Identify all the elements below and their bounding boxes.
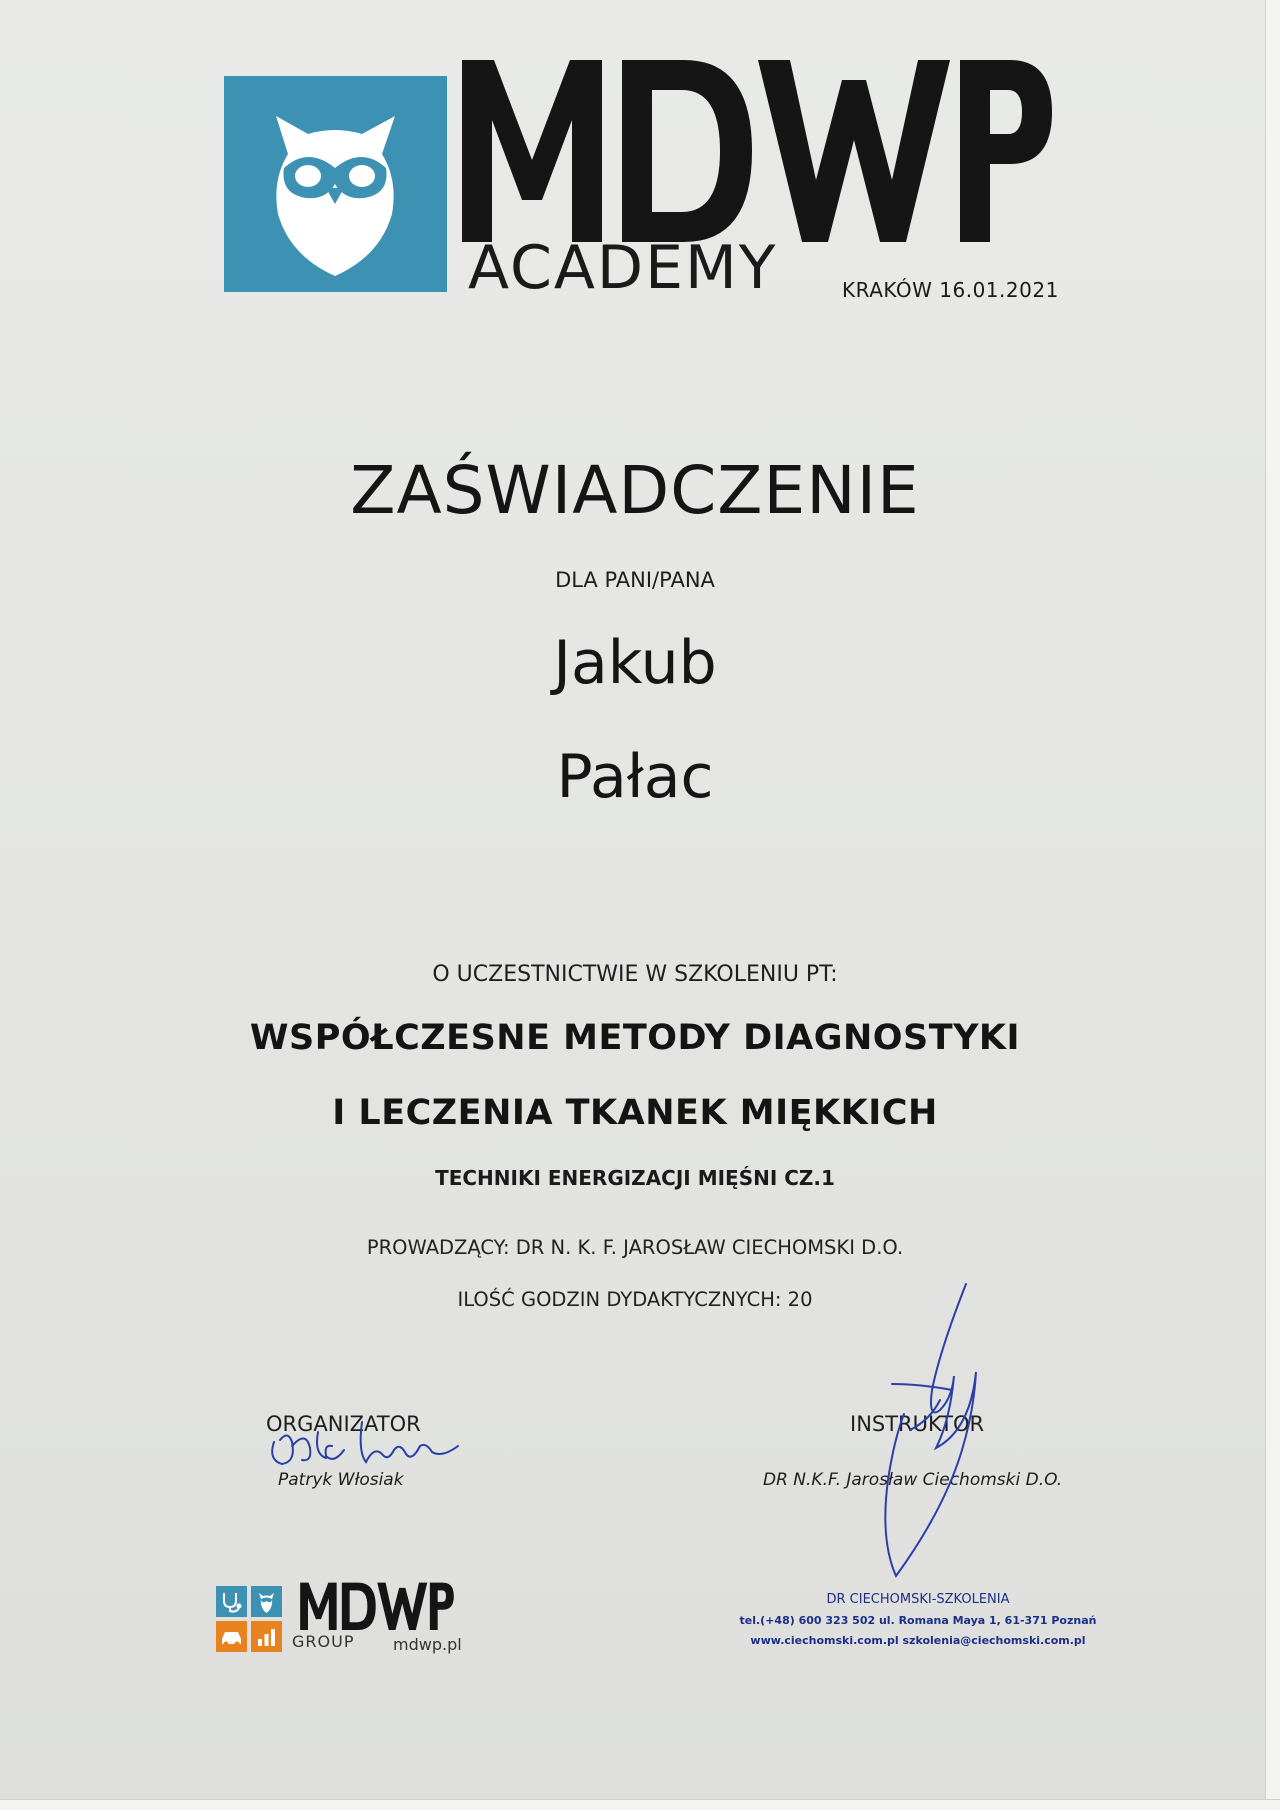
stethoscope-icon [216, 1586, 247, 1617]
course-subtitle: TECHNIKI ENERGIZACJI MIĘŚNI CZ.1 [435, 1166, 835, 1190]
chart-icon [251, 1621, 282, 1652]
owl-tile-icon [251, 1586, 282, 1617]
owl-logo-icon [224, 76, 447, 292]
scan-edge-bottom [0, 1799, 1280, 1810]
group-label: GROUP [292, 1632, 355, 1651]
mdwp-group-logo [216, 1586, 476, 1654]
scan-edge-right [1265, 0, 1280, 1810]
participation-text: O UCZESTNICTWIE W SZKOLENIU PT: [432, 962, 838, 987]
hours-line: ILOŚĆ GODZIN DYDAKTYCZNYCH: 20 [457, 1288, 813, 1311]
recipient-label: DLA PANI/PANA [555, 568, 715, 592]
organizer-name: Patryk Włosiak [278, 1470, 404, 1490]
organizer-signature [262, 1402, 462, 1472]
contact-web-email: www.ciechomski.com.pl szkolenia@ciechomski.com.pl [750, 1634, 1086, 1647]
course-title-line-1: WSPÓŁCZESNE METODY DIAGNOSTYKI [249, 1018, 1021, 1058]
instructor-name: DR N.K.F. Jarosław Ciechomski D.O. [763, 1470, 1063, 1490]
contact-phone-address: tel.(+48) 600 323 502 ul. Romana Maya 1, 61-371 Poznań [739, 1614, 1097, 1627]
car-icon [216, 1621, 247, 1652]
mdwp-wordmark [462, 50, 1052, 242]
lecturer-line: PROWADZĄCY: DR N. K. F. JAROSŁAW CIECHOMSKI D.O. [366, 1236, 904, 1259]
organizer-label: ORGANIZATOR [266, 1412, 421, 1436]
recipient-first-name: Jakub [553, 628, 717, 698]
certificate-title: ZAŚWIADCZENIE [350, 452, 920, 529]
course-title-line-2: I LECZENIA TKANEK MIĘKKICH [332, 1093, 938, 1133]
recipient-last-name: Pałac [556, 742, 714, 812]
place-date: KRAKÓW 16.01.2021 [842, 278, 1059, 302]
instructor-label: INSTRUKTOR [850, 1412, 985, 1436]
group-url: mdwp.pl [393, 1635, 462, 1654]
academy-wordmark: ACADEMY [468, 233, 778, 303]
contact-title: DR CIECHOMSKI-SZKOLENIA [826, 1592, 1010, 1607]
group-mdwp-wordmark [288, 1580, 466, 1630]
instructor-signature [870, 1280, 1000, 1580]
